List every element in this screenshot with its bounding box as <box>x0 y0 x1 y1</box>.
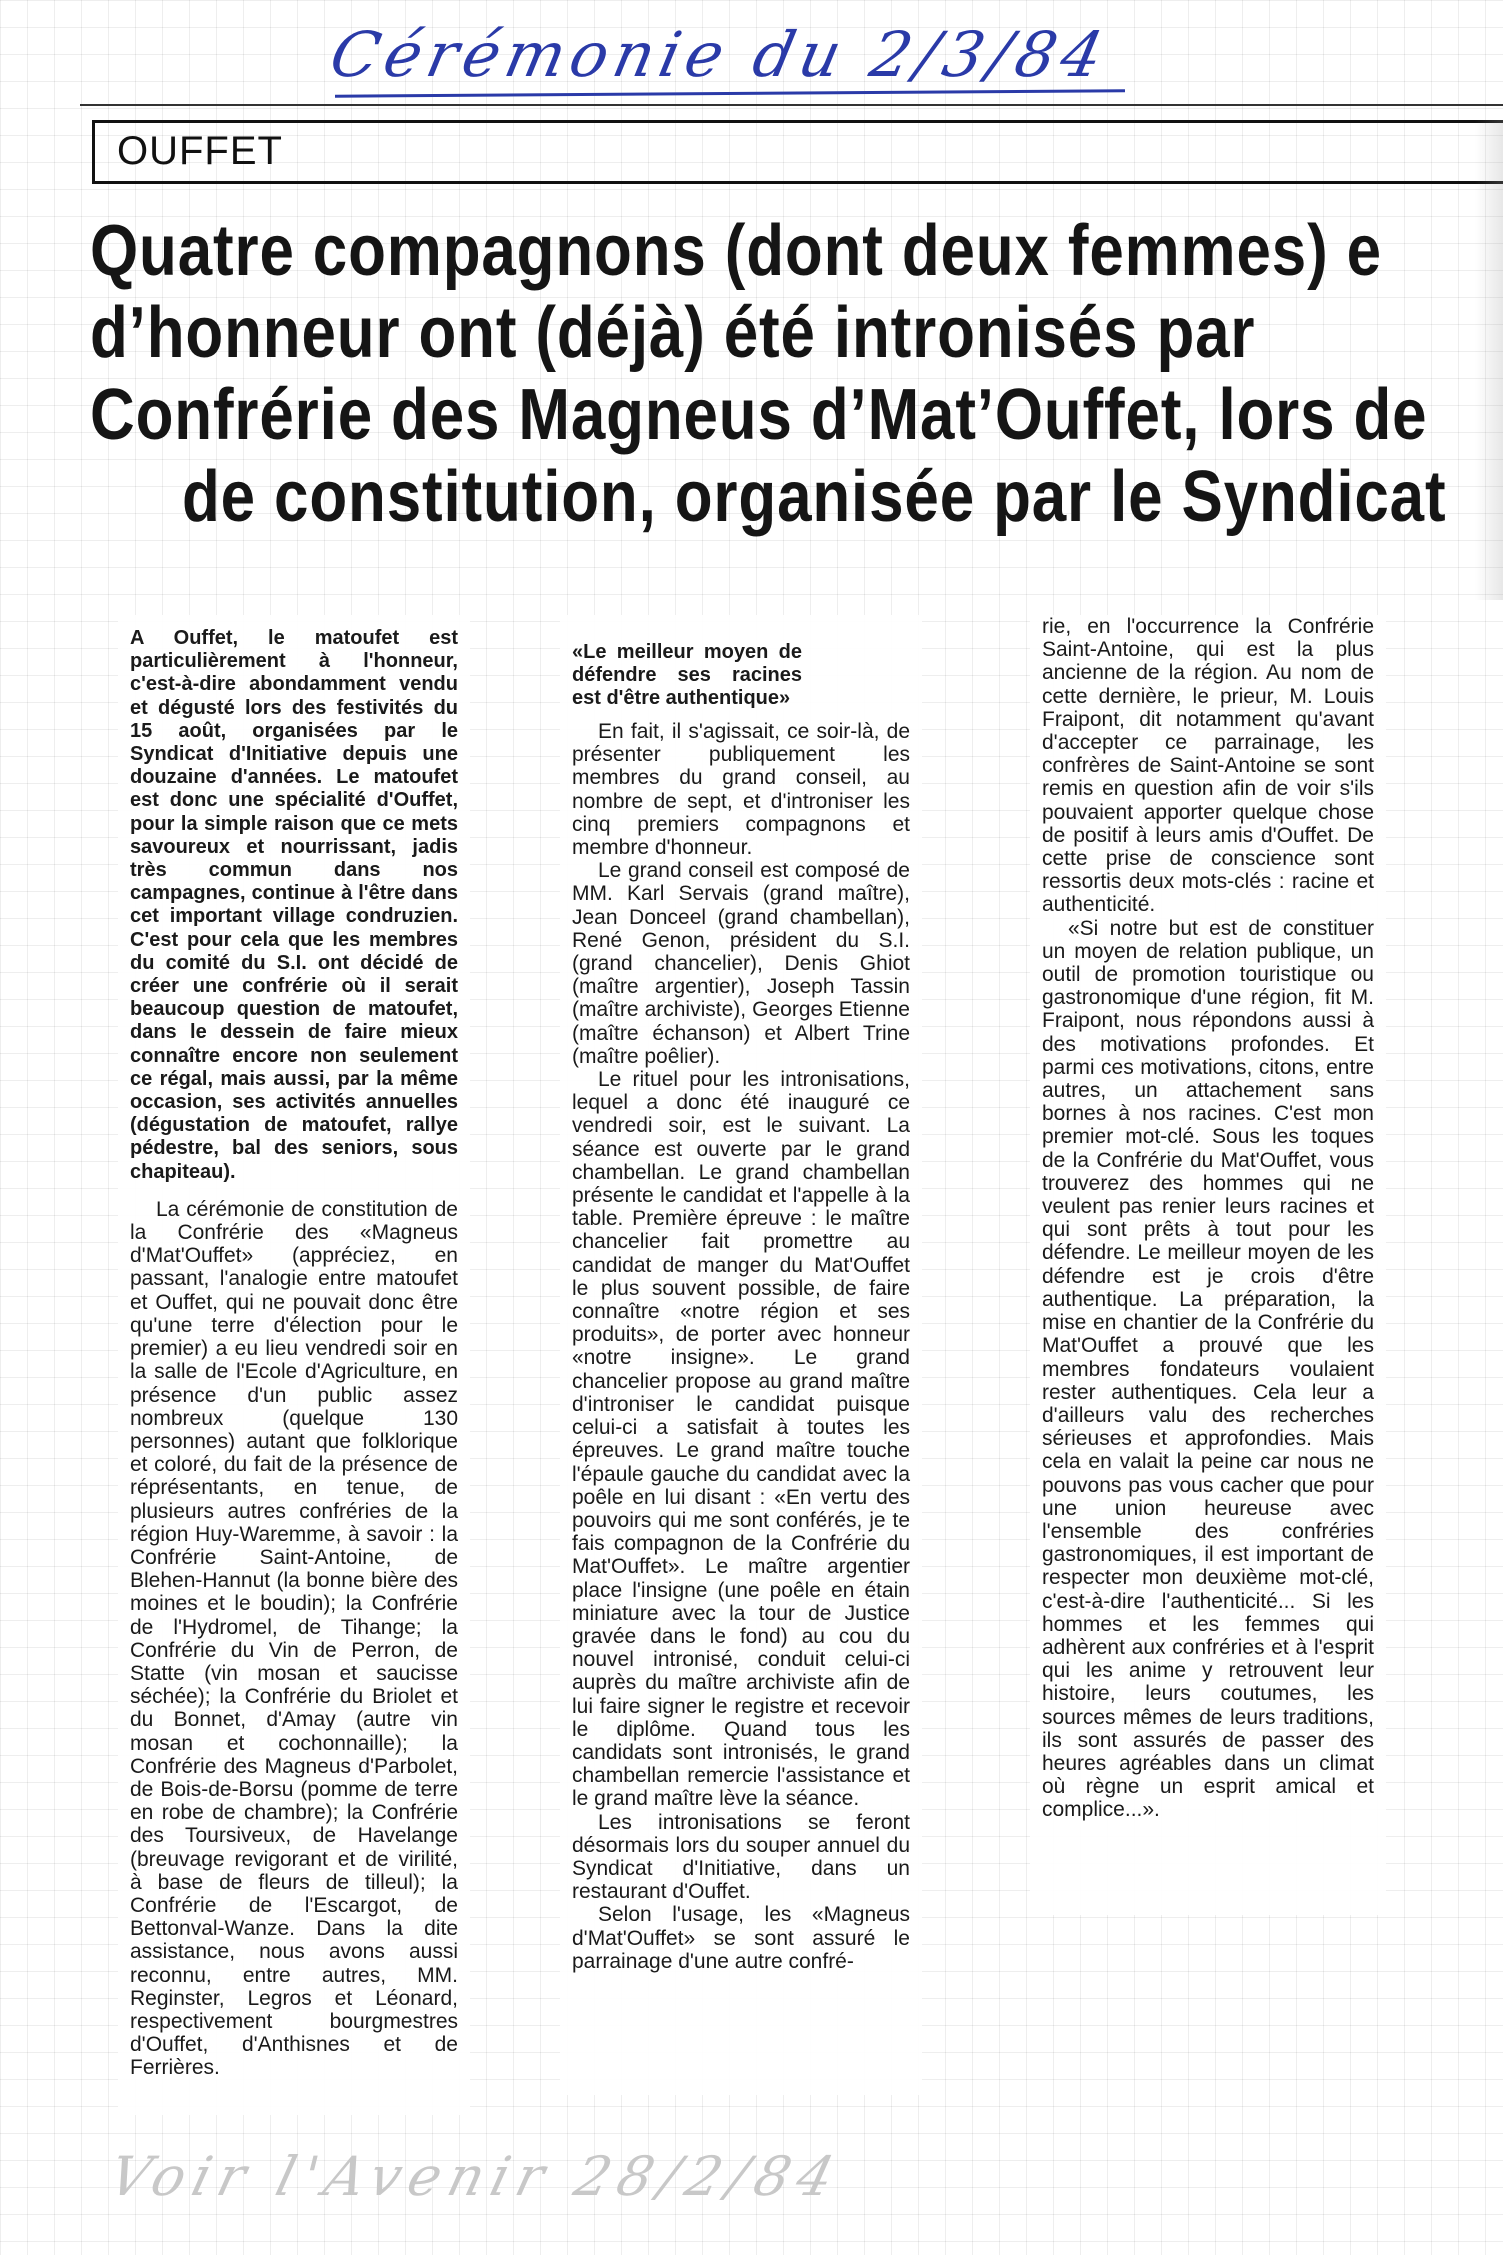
headline-line-4: de constitution, organisée par le Syndicat <box>182 457 1447 537</box>
lead-paragraph: A Ouffet, le matoufet est particulièrement à l'honneur, c'est-à-dire abondamment vendu et dégusté lors des festivités du 15 août, organisées par le Syndicat d'Initiative depuis une douzaine d'années. Le matoufet est donc une spécialité d'Ouffet, pour la simple raison que ce mets savoureux et nourrissant, jadis très commun dans nos campagnes, continue à l'être dans cet important village condruzien. C'est pour cela que les membres du comité du S.I. ont décidé de créer une confrérie où il serait beaucoup question de matoufet, dans le dessein de faire mieux connaître encore non seulement ce régal, mais aussi, par la même occasion, ses activités annuelles (dégustation de matoufet, rallye pédestre, bal des seniors, sous chapiteau). <box>130 627 458 1183</box>
faded-handwriting: Voir l'Avenir 28/2/84 <box>103 2145 849 2208</box>
body-paragraph: En fait, il s'agissait, ce soir-là, de présenter publiquement les membres du grand conseil, au nombre de sept, et d'introniser les cinq premiers compagnons et membre d'honneur. <box>572 720 910 860</box>
body-paragraph: Selon l'usage, les «Magneus d'Mat'Ouffet» se sont assuré le parrainage d'une autre confré- <box>572 1903 910 1973</box>
headline-line-2: d’honneur ont (déjà) été intronisés par <box>90 293 1256 373</box>
article-column-1 <box>118 615 470 2115</box>
headline <box>90 210 1503 550</box>
body-paragraph: Les intronisations se feront désormais lors du souper annuel du Syndicat d'Initiative, dans un restaurant d'Ouffet. <box>572 1810 910 1904</box>
headline-line-3: Confrérie des Magneus d’Mat’Ouffet, lors de <box>90 375 1428 455</box>
section-header-box <box>92 120 1503 184</box>
subheading: «Le meilleur moyen de défendre ses racines est d'être authentique» <box>572 641 802 709</box>
body-paragraph: Le grand conseil est composé de MM. Karl Servais (grand maître), Jean Donceel (grand chambellan), René Genon, président du S.I. (grand chancelier), Denis Ghiot (maître argentier), Joseph Tassin (maître archiviste), Georges Etienne (maître échanson) et Albert Trine (maître poêlier). <box>572 859 910 1068</box>
top-rule <box>80 104 1503 106</box>
body-paragraph: Le rituel pour les intronisations, lequel a donc été inauguré ce vendredi soir, est le suivant. La séance est ouverte par le grand chambellan. Le grand chambellan présente le candidat et l'appelle à la table. Première épreuve : le maître chancelier fait promettre au candidat de manger du Mat'Ouffet le plus souvent possible, de faire connaître «notre région et ses produits», de porter avec honneur «notre insigne». Le grand chancelier propose au grand maître d'introniser le candidat puisque celui-ci a satisfait à toutes les épreuves. Le grand maître touche l'épaule gauche du candidat avec la poêle en lui disant : «En vertu des pouvoirs qui me sont conférés, je te fais compagnon de la Confrérie du Mat'Ouffet». Le maître argentier place l'insigne (une poêle en étain miniature avec la tour de Justice gravée dans le fond) au cou du nouvel intronisé, conduit celui-ci auprès du maître archiviste afin de lui faire signer le registre et recevoir le diplôme. Quand tous les candidats sont intronisés, le grand chambellan remercie l'assistance et le grand maître lève la séance. <box>572 1068 910 1811</box>
body-paragraph: La cérémonie de constitution de la Confrérie des «Magneus d'Mat'Ouffet» (appréciez, en passant, l'analogie entre matoufet et Ouffet, qui ne pouvait donc être qu'une terre d'élection pour le premier) a eu lieu vendredi soir en la salle de l'Ecole d'Agriculture, en présence d'un public assez nombreux (quelque 130 personnes) autant que folklorique et coloré, du fait de la présence de réprésentants, en tenue, de plusieurs autres confréries de la région Huy-Waremme, à savoir : la Confrérie Saint-Antoine, de Blehen-Hannut (la bonne bière des moines et le boudin); la Confrérie de l'Hydromel, de Tihange; la Confrérie du Vin de Perron, de Statte (vin mosan et saucisse séchée); la Confrérie du Briolet et du Bonnet, d'Amay (autre vin mosan et cochonnaille); la Confrérie des Magneus d'Parbolet, de Bois-de-Borsu (pomme de terre en robe de chambre); la Confrérie des Toursiveux, de Havelange (breuvage revigorant et de virilité, à base de fleurs de tilleul); la Confrérie de l'Escargot, de Bettonval-Wanze. Dans la dite assistance, nous avons aussi reconnu, entre autres, MM. Reginster, Legros et Léonard, respectivement bourgmestres d'Ouffet, d'Anthisnes et de Ferrières. <box>130 1197 458 2080</box>
headline-line-1: Quatre compagnons (dont deux femmes) e <box>90 211 1382 291</box>
section-label: OUFFET <box>117 129 283 173</box>
body-paragraph: «Si notre but est de constituer un moyen de relation publique, un outil de promotion touristique ou gastronomique d'une région, fit M. Fraipont, nous répondons aussi à des motivations profondes. Et parmi ces motivations, citons, entre autres, un attachement sans bornes à nos racines. C'est mon premier mot-clé. Sous les toques de la Confrérie du Mat'Ouffet, vous trouverez des hommes qui ne veulent pas renier leurs racines et qui sont prêts à tout pour les défendre. Le meilleur moyen de les défendre est je crois d'être authentique. La préparation, la mise en chantier de la Confrérie du Mat'Ouffet a prouvé que les membres fondateurs voulaient rester authentiques. Cela leur a d'ailleurs valu des recherches sérieuses et approfondies. Mais cela en valait la peine car nous ne pouvons pas vous cacher que pour une union heureuse avec l'ensemble des confréries gastronomiques, il est important de respecter mon deuxième mot-clé, c'est-à-dire l'authenticité... Si les hommes et les femmes qui adhèrent aux confréries et à l'esprit qui les anime y retrouvent leur histoire, leurs coutumes, les sources mêmes de leurs traditions, ils sont assurés de passer des heures agréables dans un climat où règne un esprit amical et complice...». <box>1042 916 1374 1822</box>
article-column-2 <box>560 615 922 2095</box>
article-column-3 <box>1030 615 1386 1915</box>
handwritten-date-note: Cérémonie du 2/3/84 <box>324 18 1116 91</box>
body-paragraph: rie, en l'occurrence la Confrérie Saint-Antoine, qui est la plus ancienne de la région. Au nom de cette dernière, le prieur, M. Louis Fraipont, dit notamment qu'avant d'accepter ce parrainage, les confrères de Saint-Antoine se sont remis en question afin de voir s'ils pouvaient apporter quelque chose de positif à leurs amis d'Ouffet. De cette prise de conscience sont ressortis deux mots-clés : racine et authenticité. <box>1042 615 1374 917</box>
